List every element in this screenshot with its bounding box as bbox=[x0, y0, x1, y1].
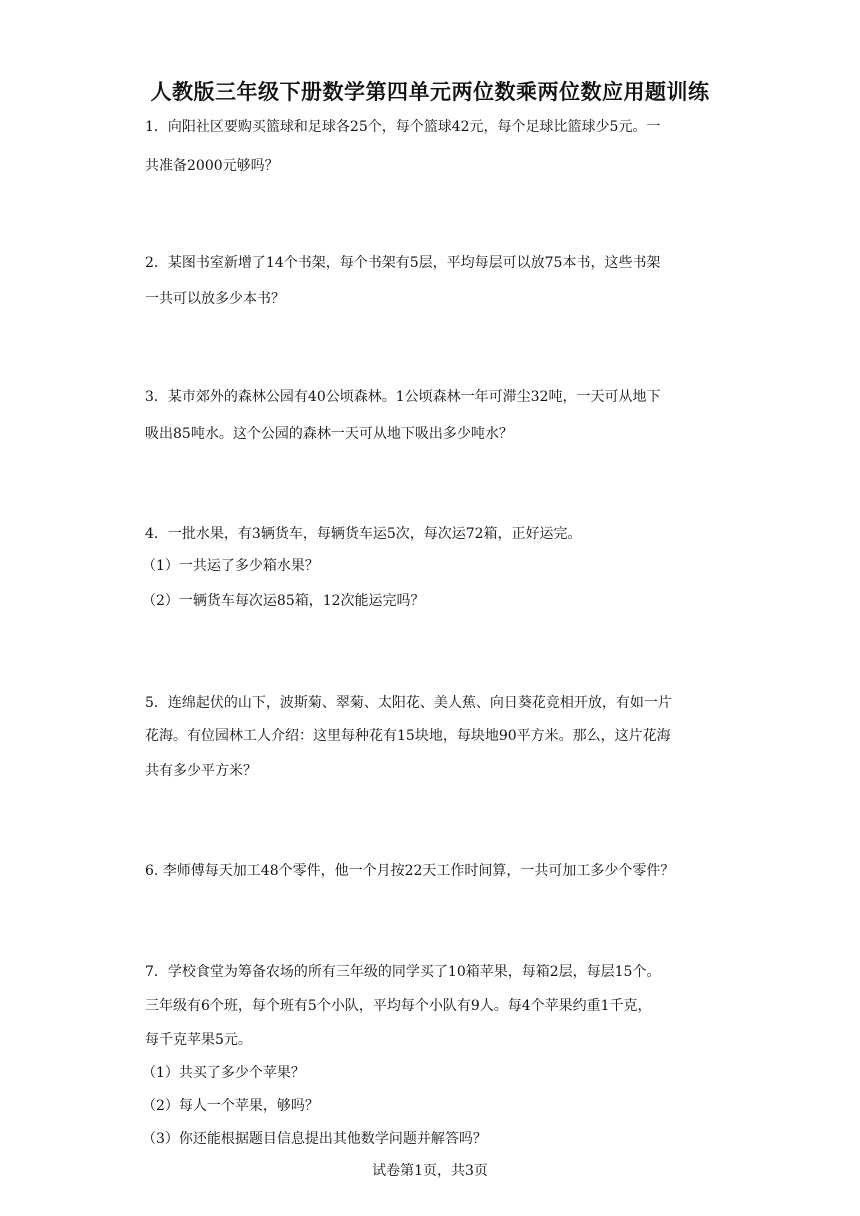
question-4-sub-2: （2）一辆货车每次运85箱，12次能运完吗？ bbox=[142, 593, 425, 609]
question-2-line-1: 2．某图书室新增了14个书架，每个书架有5层，平均每层可以放75本书，这些书架 bbox=[145, 255, 661, 271]
page-title: 人教版三年级下册数学第四单元两位数乘两位数应用题训练 bbox=[150, 80, 710, 104]
question-7-line-1: 7．学校食堂为筹备农场的所有三年级的同学买了10箱苹果，每箱2层，每层15个。 bbox=[145, 964, 661, 980]
question-7-line-2: 三年级有6个班，每个班有5个小队，平均每个小队有9人。每4个苹果约重1千克， bbox=[145, 998, 652, 1014]
question-5-line-2: 花海。有位园林工人介绍：这里每种花有15块地，每块地90平方米。那么，这片花海 bbox=[145, 728, 671, 744]
question-7-sub-3: （3）你还能根据题目信息提出其他数学问题并解答吗？ bbox=[142, 1131, 487, 1147]
question-7-sub-1: （1）共买了多少个苹果？ bbox=[142, 1065, 305, 1081]
question-3-line-2: 吸出85吨水。这个公园的森林一天可从地下吸出多少吨水？ bbox=[145, 426, 513, 442]
question-3-line-1: 3．某市郊外的森林公园有40公顷森林。1公顷森林一年可滞尘32吨，一天可从地下 bbox=[145, 389, 661, 405]
question-6-line-1: 6. 李师傅每天加工48个零件，他一个月按22天工作时间算，一共可加工多少个零件？ bbox=[145, 863, 675, 879]
question-2-line-2: 一共可以放多少本书？ bbox=[145, 291, 285, 307]
question-5-line-1: 5．连绵起伏的山下，波斯菊、翠菊、太阳花、美人蕉、向日葵花竞相开放，有如一片 bbox=[145, 695, 672, 711]
question-7-sub-2: （2）每人一个苹果，够吗？ bbox=[142, 1098, 319, 1114]
question-1-line-2: 共准备2000元够吗？ bbox=[145, 158, 279, 174]
question-1-line-1: 1．向阳社区要购买篮球和足球各25个，每个篮球42元，每个足球比篮球少5元。一 bbox=[145, 119, 661, 135]
question-4-line-1: 4．一批水果，有3辆货车，每辆货车运5次，每次运72箱，正好运完。 bbox=[145, 526, 582, 542]
page-footer: 试卷第1页，共3页 bbox=[372, 1163, 488, 1179]
question-4-sub-1: （1）一共运了多少箱水果？ bbox=[142, 558, 319, 574]
question-7-line-3: 每千克苹果5元。 bbox=[145, 1032, 252, 1048]
question-5-line-3: 共有多少平方米？ bbox=[145, 763, 257, 779]
